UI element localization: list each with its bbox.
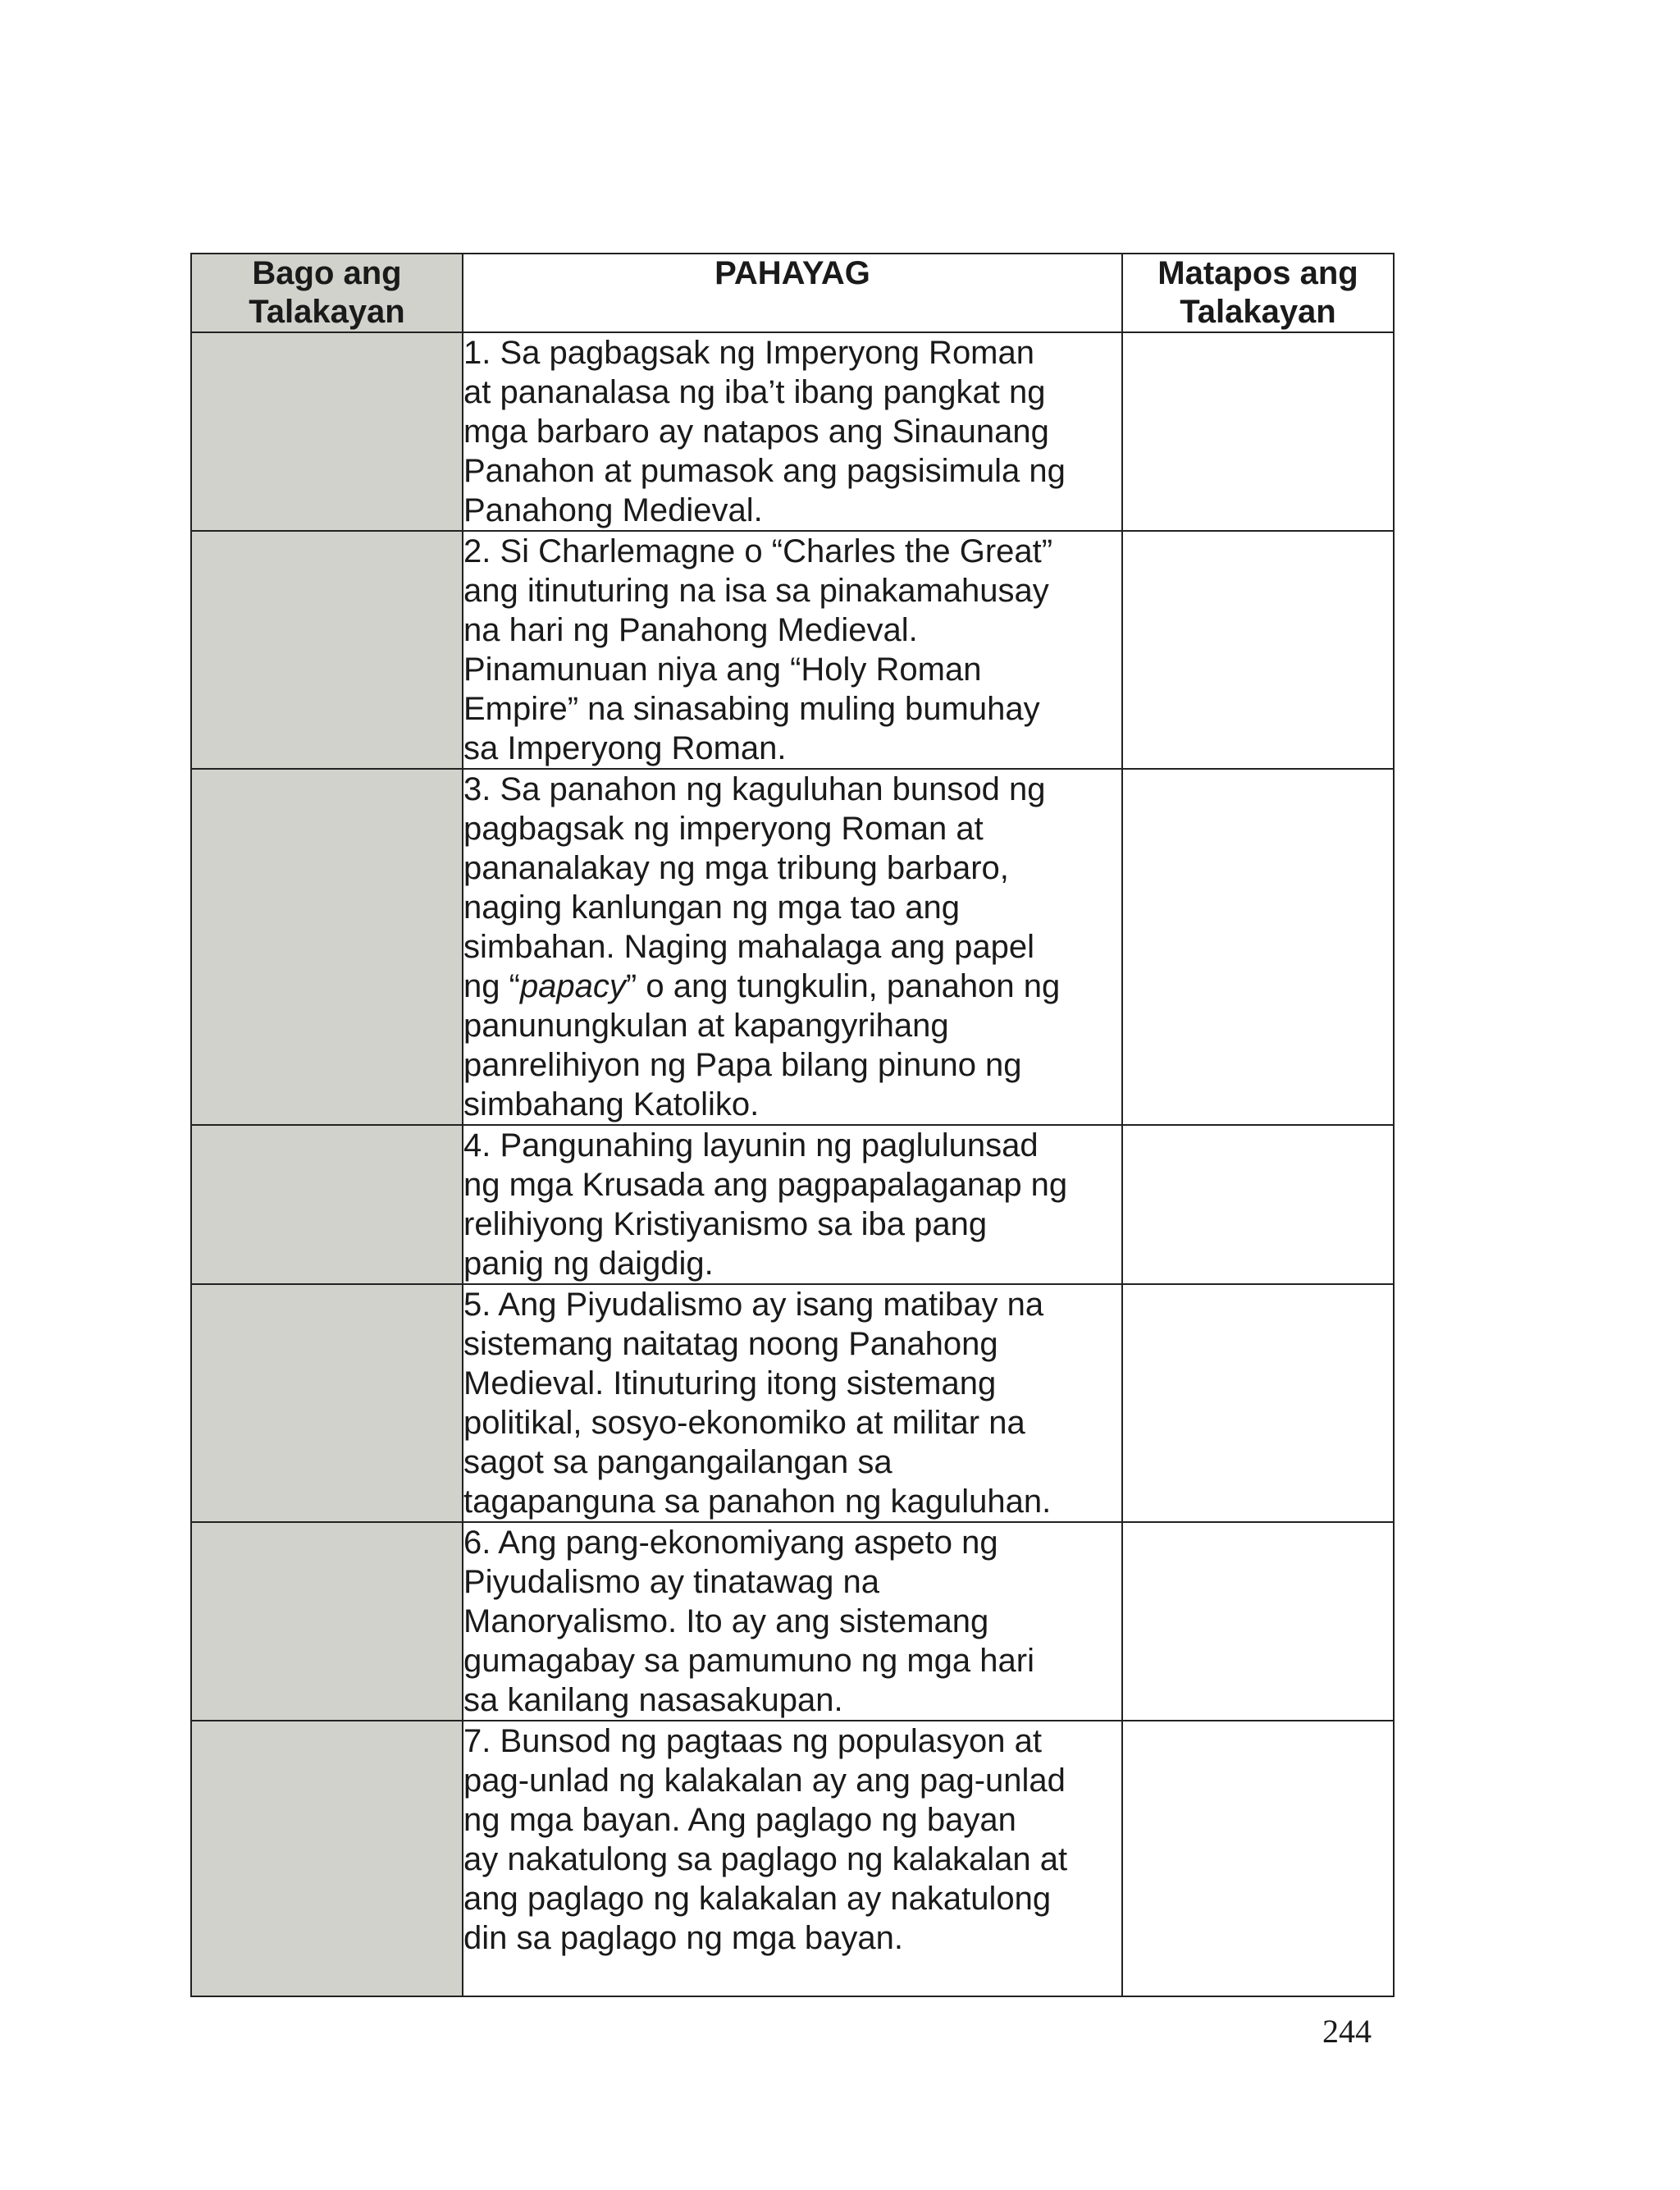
before-answer-cell[interactable]: [191, 1284, 463, 1522]
statement-line: simbahan. Naging mahalaga ang papel: [463, 929, 1035, 965]
statement-line: pananalakay ng mga tribung barbaro,: [463, 850, 1009, 886]
after-answer-cell[interactable]: [1122, 1125, 1394, 1284]
statement-line: 7. Bunsod ng pagtaas ng populasyon at: [463, 1723, 1042, 1759]
statement-line: din sa paglago ng mga bayan.: [463, 1920, 903, 1956]
statement-line: at pananalasa ng iba’t ibang pangkat ng: [463, 374, 1046, 410]
page-number: 244: [1322, 2013, 1372, 2050]
header-before-line-2: Talakayan: [249, 294, 405, 330]
statement-line: Empire” na sinasabing muling bumuhay: [463, 691, 1040, 727]
before-answer-cell[interactable]: [191, 769, 463, 1125]
statement-line: sagot sa pangangailangan sa: [463, 1444, 892, 1480]
statement-cell: [463, 769, 1122, 1125]
before-answer-cell[interactable]: [191, 332, 463, 531]
statement-line: panig ng daigdig.: [463, 1246, 714, 1282]
statement-line: Manoryalismo. Ito ay ang sistemang: [463, 1603, 989, 1639]
table-row: [191, 1125, 1394, 1284]
statement-text: [463, 1523, 1121, 1720]
statement-cell: [463, 531, 1122, 769]
statement-line: ang itinuturing na isa sa pinakamahusay: [463, 573, 1049, 609]
statement-text: [463, 1126, 1121, 1283]
table-row: [191, 1721, 1394, 1996]
table-row: [191, 1284, 1394, 1522]
statement-line: simbahang Katoliko.: [463, 1086, 760, 1122]
statement-line: Panahon at pumasok ang pagsisimula ng: [463, 453, 1066, 489]
statement-text: [463, 770, 1121, 1124]
statement-text: [463, 1721, 1121, 1958]
statement-cell: [463, 1522, 1122, 1721]
before-answer-cell[interactable]: [191, 1125, 463, 1284]
header-row: [191, 254, 1394, 332]
statement-line: panunungkulan at kapangyrihang: [463, 1008, 949, 1044]
before-answer-cell[interactable]: [191, 531, 463, 769]
statement-line: gumagabay sa pamumuno ng mga hari: [463, 1643, 1034, 1679]
statement-line: Pinamunuan niya ang “Holy Roman: [463, 652, 982, 688]
header-statement-label: PAHAYAG: [714, 255, 870, 291]
statement-cell: [463, 332, 1122, 531]
statement-line: ng “papacy” o ang tungkulin, panahon ng: [463, 968, 1061, 1004]
statement-line: 3. Sa panahon ng kaguluhan bunsod ng: [463, 771, 1046, 807]
statement-line: pagbagsak ng imperyong Roman at: [463, 811, 984, 847]
after-answer-cell[interactable]: [1122, 769, 1394, 1125]
header-after-discussion: [1122, 254, 1394, 332]
statement-line: pag-unlad ng kalakalan ay ang pag-unlad: [463, 1763, 1066, 1799]
statement-line: politikal, sosyo-ekonomiko at militar na: [463, 1405, 1025, 1441]
statement-line: 5. Ang Piyudalismo ay isang matibay na: [463, 1287, 1044, 1323]
statement-line: Panahong Medieval.: [463, 492, 763, 528]
statement-line: 2. Si Charlemagne o “Charles the Great”: [463, 533, 1053, 569]
emphasized-term: papacy: [519, 968, 626, 1004]
statement-cell: [463, 1721, 1122, 1996]
after-answer-cell[interactable]: [1122, 332, 1394, 531]
statement-line: panrelihiyon ng Papa bilang pinuno ng: [463, 1047, 1022, 1083]
statement-line: tagapanguna sa panahon ng kaguluhan.: [463, 1484, 1052, 1520]
statement-line: sa Imperyong Roman.: [463, 730, 787, 766]
statement-line: na hari ng Panahong Medieval.: [463, 612, 918, 648]
before-answer-cell[interactable]: [191, 1721, 463, 1996]
statement-line: relihiyong Kristiyanismo sa iba pang: [463, 1206, 988, 1242]
statement-line: Piyudalismo ay tinatawag na: [463, 1564, 879, 1600]
statement-line: 4. Pangunahing layunin ng paglulunsad: [463, 1127, 1039, 1164]
statement-cell: [463, 1284, 1122, 1522]
header-before-discussion: [191, 254, 463, 332]
header-statement: [463, 254, 1122, 332]
after-answer-cell[interactable]: [1122, 1721, 1394, 1996]
header-before-line-1: Bago ang: [252, 255, 402, 291]
statement-line: mga barbaro ay natapos ang Sinaunang: [463, 414, 1049, 450]
statement-text: [463, 532, 1121, 768]
statement-text: [463, 1285, 1121, 1521]
statement-line: sa kanilang nasasakupan.: [463, 1682, 843, 1718]
statement-line: ang paglago ng kalakalan ay nakatulong: [463, 1881, 1052, 1917]
statement-line: ng mga bayan. Ang paglago ng bayan: [463, 1802, 1016, 1838]
statement-line: 6. Ang pang-ekonomiyang aspeto ng: [463, 1525, 998, 1561]
statement-line: naging kanlungan ng mga tao ang: [463, 889, 960, 926]
statement-text: [463, 333, 1121, 530]
header-after-line-1: Matapos ang: [1157, 255, 1358, 291]
table-row: [191, 1522, 1394, 1721]
statement-line: sistemang naitatag noong Panahong: [463, 1326, 998, 1362]
after-answer-cell[interactable]: [1122, 1522, 1394, 1721]
after-answer-cell[interactable]: [1122, 531, 1394, 769]
table-row: [191, 332, 1394, 531]
statement-line: Medieval. Itinuturing itong sistemang: [463, 1365, 997, 1401]
statement-line: 1. Sa pagbagsak ng Imperyong Roman: [463, 335, 1034, 371]
statement-line: ng mga Krusada ang pagpapalaganap ng: [463, 1167, 1068, 1203]
statement-cell: [463, 1125, 1122, 1284]
header-after-line-2: Talakayan: [1180, 294, 1336, 330]
statement-line: ay nakatulong sa paglago ng kalakalan at: [463, 1841, 1068, 1877]
before-answer-cell[interactable]: [191, 1522, 463, 1721]
after-answer-cell[interactable]: [1122, 1284, 1394, 1522]
table-row: [191, 769, 1394, 1125]
table-row: [191, 531, 1394, 769]
statement-table: [190, 253, 1395, 1997]
